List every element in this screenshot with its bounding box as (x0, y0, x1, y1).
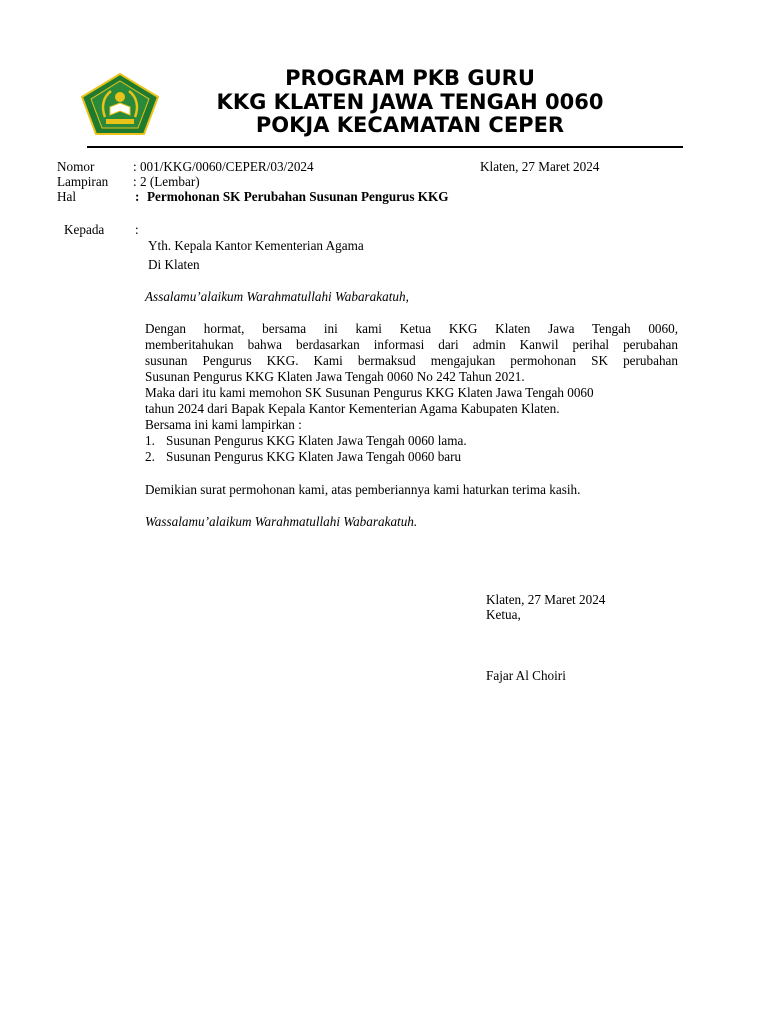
kepada-label: Kepada (64, 222, 105, 237)
attachment-item: Susunan Pengurus KKG Klaten Jawa Tengah 0060 baru (166, 449, 462, 464)
recipient-line2: Di Klaten (148, 257, 200, 272)
paragraph-2-line: tahun 2024 dari Bapak Kepala Kantor Kementerian Agama Kabupaten Klaten. (145, 401, 560, 416)
attachment-number: 2. (145, 449, 155, 464)
letterhead-title: PROGRAM PKB GURU (285, 66, 535, 90)
closing-salam: Wassalamu’alaikum Warahmatullahi Wabarakatuh. (145, 514, 418, 529)
recipient-line1: Yth. Kepala Kantor Kementerian Agama (148, 238, 364, 253)
hal-value: Permohonan SK Perubahan Susunan Pengurus KKG (147, 189, 449, 204)
paragraph-2-line: Maka dari itu kami memohon SK Susunan Pengurus KKG Klaten Jawa Tengah 0060 (145, 385, 594, 400)
paragraph-1-line: Dengan hormat, bersama ini kami Ketua KKG Klaten Jawa Tengah 0060, (145, 321, 678, 336)
closing-sentence: Demikian surat permohonan kami, atas pemberiannya kami haturkan terima kasih. (145, 482, 581, 497)
nomor-value: : 001/KKG/0060/CEPER/03/2024 (133, 159, 314, 174)
kepada-colon: : (135, 222, 139, 237)
lampiran-value: : 2 (Lembar) (133, 174, 200, 189)
signature-date: Klaten, 27 Maret 2024 (486, 592, 606, 607)
letter-date: Klaten, 27 Maret 2024 (480, 159, 600, 174)
signature-name: Fajar Al Choiri (486, 668, 566, 683)
paragraph-1-line: memberitahukan bahwa berdasarkan informasi dari admin Kanwil perihal perubahan (145, 337, 678, 352)
letterhead-pokja: POKJA KECAMATAN CEPER (255, 113, 565, 137)
signature-role: Ketua, (486, 607, 521, 622)
paragraph-1-line: susunan Pengurus KKG. Kami bermaksud mengajukan permohonan SK perubahan (145, 353, 678, 368)
letterhead-divider (87, 146, 683, 148)
paragraph-1 (145, 321, 678, 433)
nomor-label: Nomor (57, 159, 95, 174)
greeting: Assalamu’alaikum Warahmatullahi Wabarakatuh, (145, 289, 409, 304)
paragraph-1-line: Susunan Pengurus KKG Klaten Jawa Tengah 0060 No 242 Tahun 2021. (145, 369, 525, 384)
hal-colon: : (135, 189, 140, 204)
letterhead-org: KKG KLATEN JAWA TENGAH 0060 (216, 90, 604, 114)
attachments-intro: Bersama ini kami lampirkan : (145, 417, 302, 432)
hal-label: Hal (57, 189, 77, 204)
attachment-item: Susunan Pengurus KKG Klaten Jawa Tengah 0060 lama. (166, 433, 467, 448)
attachment-number: 1. (145, 433, 155, 448)
lampiran-label: Lampiran (57, 174, 109, 189)
kemenag-logo (81, 73, 159, 135)
